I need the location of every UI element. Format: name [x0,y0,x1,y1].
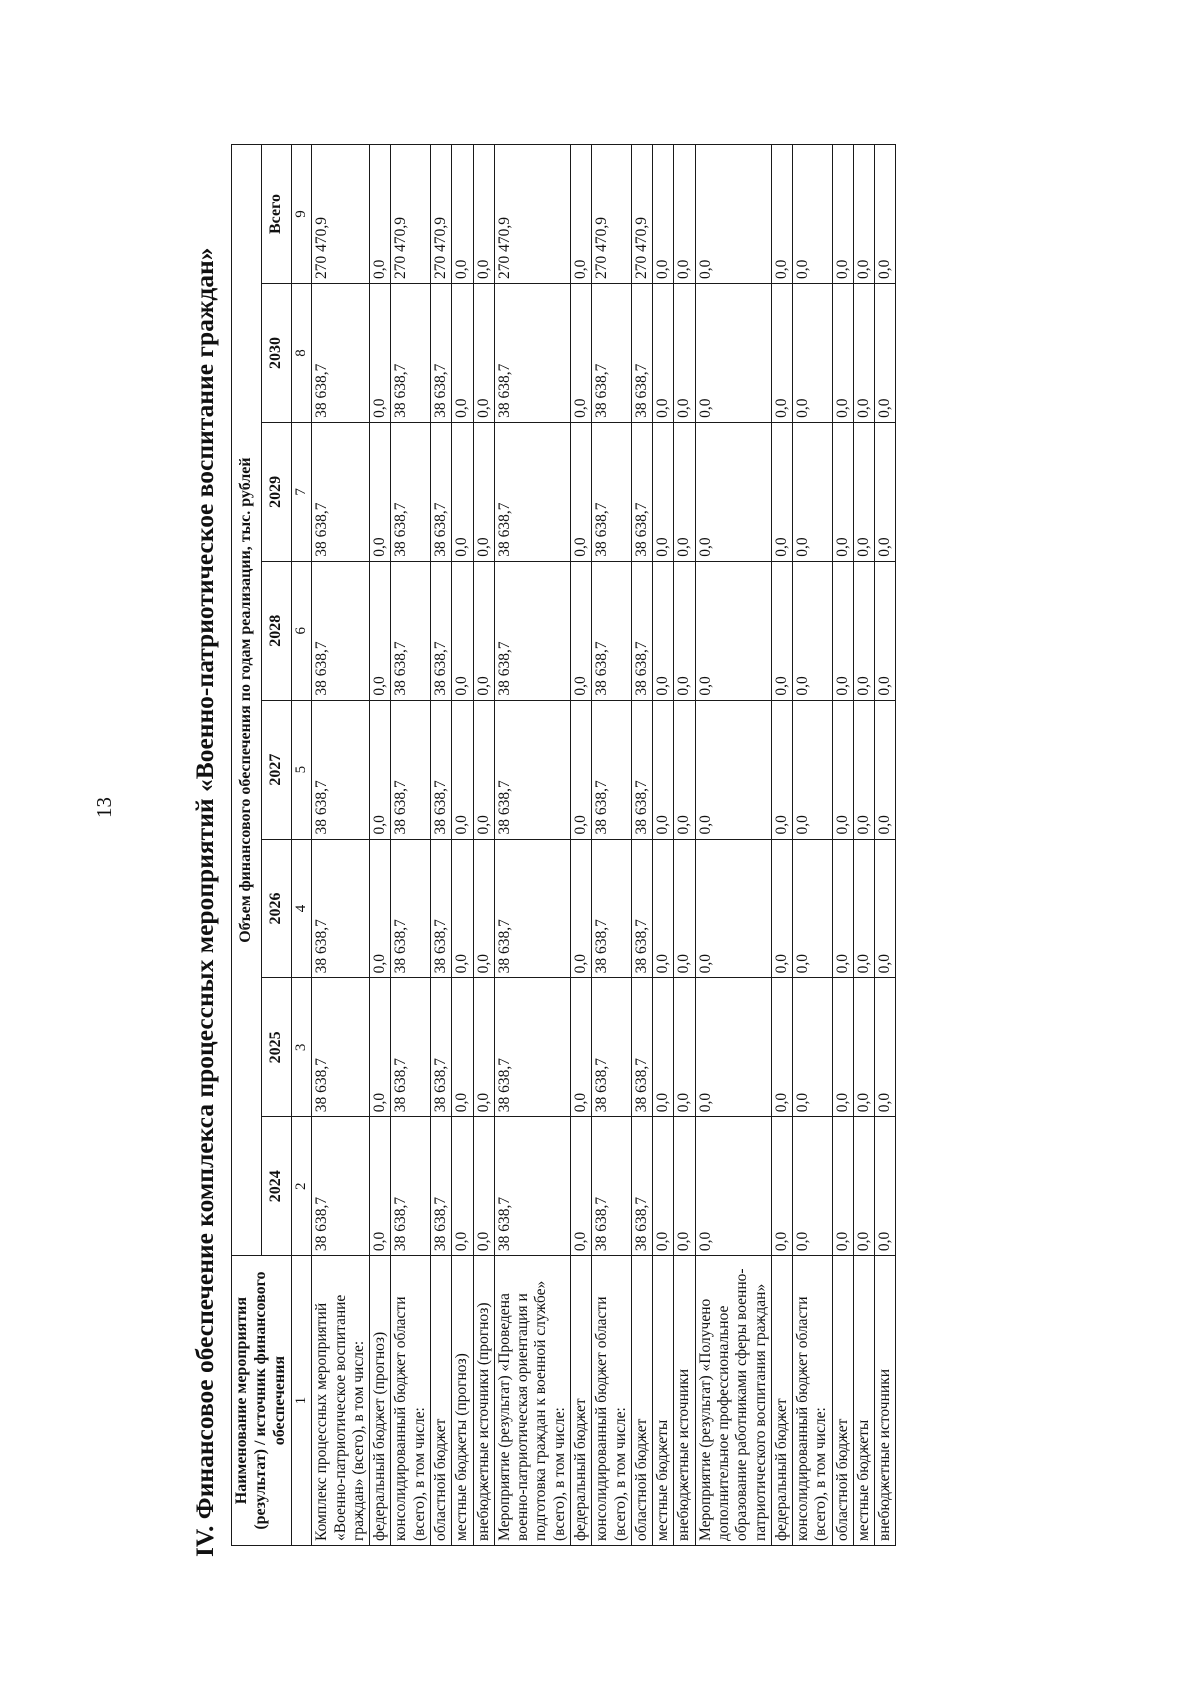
row-value-cell: 0,0 [452,978,473,1117]
row-value-cell: 0,0 [875,839,896,978]
row-value-cell: 0,0 [370,700,391,839]
table-row [832,145,853,1546]
row-value-cell: 38 638,7 [312,839,370,978]
row-name-cell: федеральный бюджет [570,1256,591,1546]
column-index: 1 [291,1256,312,1546]
column-index: 2 [291,1117,312,1256]
row-value-cell: 38 638,7 [431,284,452,423]
row-value-cell: 0,0 [832,978,853,1117]
row-value-cell: 38 638,7 [631,561,652,700]
year-header: 2029 [261,422,291,561]
table-row [312,145,370,1546]
row-value-cell: 0,0 [473,561,494,700]
row-value-cell: 0,0 [793,978,833,1117]
row-value-cell: 38 638,7 [592,1117,632,1256]
row-value-cell: 0,0 [853,561,874,700]
row-name-cell: федеральный бюджет (прогноз) [370,1256,391,1546]
row-value-cell: 38 638,7 [431,561,452,700]
row-value-cell: 0,0 [793,422,833,561]
row-value-cell: 0,0 [853,700,874,839]
row-value-cell: 0,0 [793,700,833,839]
row-value-cell: 0,0 [452,422,473,561]
total-header: Всего [261,145,291,284]
row-total-cell: 0,0 [570,145,591,284]
row-value-cell: 0,0 [674,422,695,561]
table-row [570,145,591,1546]
row-value-cell: 0,0 [370,839,391,978]
year-header: 2025 [261,978,291,1117]
row-name-cell: федеральный бюджет [771,1256,792,1546]
table-row [473,145,494,1546]
row-name-cell: Мероприятие (результат) «Получено дополнительное профессиональное образование работниками сферы военно-патриотического воспитания граждан» [695,1256,771,1546]
row-value-cell: 0,0 [653,839,674,978]
row-value-cell: 38 638,7 [494,839,570,978]
row-name-cell: областной бюджет [631,1256,652,1546]
table-row [674,145,695,1546]
row-value-cell: 0,0 [570,978,591,1117]
row-value-cell: 38 638,7 [494,978,570,1117]
row-name-cell: внебюджетные источники [875,1256,896,1546]
row-name-cell: консолидированный бюджет области (всего), в том числе: [592,1256,632,1546]
row-value-cell: 0,0 [853,284,874,423]
row-total-cell: 0,0 [695,145,771,284]
row-value-cell: 38 638,7 [494,422,570,561]
table-row [695,145,771,1546]
row-value-cell: 0,0 [570,284,591,423]
row-value-cell: 0,0 [793,284,833,423]
row-value-cell: 0,0 [875,284,896,423]
row-value-cell: 0,0 [832,284,853,423]
row-value-cell: 0,0 [771,284,792,423]
row-total-cell: 270 470,9 [494,145,570,284]
row-value-cell: 38 638,7 [312,284,370,423]
table-row [370,145,391,1546]
row-value-cell: 0,0 [370,284,391,423]
row-value-cell: 0,0 [832,1117,853,1256]
row-value-cell: 0,0 [473,1117,494,1256]
financing-table-frame [231,144,1003,1546]
row-value-cell: 0,0 [771,700,792,839]
row-value-cell: 38 638,7 [592,700,632,839]
row-value-cell: 0,0 [473,978,494,1117]
row-total-cell: 0,0 [832,145,853,284]
row-value-cell: 0,0 [875,978,896,1117]
row-value-cell: 38 638,7 [431,1117,452,1256]
row-value-cell: 38 638,7 [431,839,452,978]
row-value-cell: 0,0 [674,978,695,1117]
row-value-cell: 0,0 [853,839,874,978]
row-value-cell: 38 638,7 [631,700,652,839]
row-value-cell: 0,0 [832,700,853,839]
row-value-cell: 0,0 [674,700,695,839]
table-row [494,145,570,1546]
table-row [771,145,792,1546]
row-value-cell: 38 638,7 [391,839,431,978]
table-row [875,145,896,1546]
row-value-cell: 38 638,7 [631,839,652,978]
row-value-cell: 0,0 [853,1117,874,1256]
row-value-cell: 0,0 [473,839,494,978]
row-value-cell: 0,0 [570,422,591,561]
row-value-cell: 38 638,7 [431,978,452,1117]
column-index: 4 [291,839,312,978]
table-row [592,145,632,1546]
row-name-cell: Комплекс процессных мероприятий «Военно-патриотическое воспитание граждан» (всего), в том числе: [312,1256,370,1546]
row-total-cell: 270 470,9 [631,145,652,284]
row-value-cell: 0,0 [653,1117,674,1256]
row-value-cell: 0,0 [832,422,853,561]
year-header: 2026 [261,839,291,978]
year-header: 2030 [261,284,291,423]
row-total-cell: 0,0 [370,145,391,284]
name-column-header: Наименование мероприятия (результат) / источник финансового обеспечения [232,1256,292,1546]
row-value-cell: 0,0 [674,561,695,700]
table-row [653,145,674,1546]
row-value-cell: 0,0 [570,700,591,839]
row-value-cell: 38 638,7 [631,978,652,1117]
row-value-cell: 38 638,7 [312,561,370,700]
row-total-cell: 0,0 [653,145,674,284]
row-value-cell: 0,0 [653,700,674,839]
row-value-cell: 0,0 [452,561,473,700]
row-value-cell: 38 638,7 [431,422,452,561]
row-value-cell: 0,0 [793,1117,833,1256]
row-value-cell: 0,0 [875,1117,896,1256]
row-value-cell: 0,0 [452,284,473,423]
row-value-cell: 0,0 [370,561,391,700]
financing-table [231,144,896,1546]
table-row [631,145,652,1546]
row-value-cell: 38 638,7 [631,284,652,423]
row-name-cell: Мероприятие (результат) «Проведена военно-патриотическая ориентация и подготовка граждан к военной службе» (всего), в том числе: [494,1256,570,1546]
row-value-cell: 0,0 [771,561,792,700]
row-value-cell: 38 638,7 [592,422,632,561]
row-value-cell: 38 638,7 [391,284,431,423]
row-value-cell: 0,0 [771,422,792,561]
row-total-cell: 0,0 [452,145,473,284]
row-value-cell: 0,0 [452,700,473,839]
table-body [312,145,896,1546]
row-value-cell: 38 638,7 [431,700,452,839]
column-index: 6 [291,561,312,700]
row-value-cell: 0,0 [653,978,674,1117]
row-value-cell: 0,0 [793,839,833,978]
row-value-cell: 38 638,7 [592,839,632,978]
row-value-cell: 0,0 [370,422,391,561]
column-index: 7 [291,422,312,561]
row-value-cell: 0,0 [674,839,695,978]
row-value-cell: 38 638,7 [631,1117,652,1256]
row-value-cell: 0,0 [771,1117,792,1256]
row-value-cell: 0,0 [473,422,494,561]
page-title: IV. Финансовое обеспечение комплекса процессных мероприятий «Военно-патриотическое воспитание граждан» [190,247,219,1557]
column-index: 8 [291,284,312,423]
row-value-cell: 0,0 [473,700,494,839]
row-value-cell: 38 638,7 [312,422,370,561]
year-header: 2028 [261,561,291,700]
row-value-cell: 0,0 [570,839,591,978]
row-value-cell: 0,0 [695,700,771,839]
row-value-cell: 0,0 [695,978,771,1117]
row-total-cell: 270 470,9 [592,145,632,284]
row-value-cell: 0,0 [370,1117,391,1256]
row-value-cell: 38 638,7 [494,700,570,839]
column-index: 3 [291,978,312,1117]
column-index: 5 [291,700,312,839]
row-value-cell: 38 638,7 [592,284,632,423]
row-value-cell: 0,0 [832,839,853,978]
year-header: 2024 [261,1117,291,1256]
row-value-cell: 38 638,7 [494,1117,570,1256]
row-value-cell: 0,0 [674,1117,695,1256]
row-value-cell: 38 638,7 [391,700,431,839]
page-number: 13 [92,797,116,818]
row-value-cell: 0,0 [853,422,874,561]
row-value-cell: 38 638,7 [631,422,652,561]
row-value-cell: 0,0 [832,561,853,700]
year-header: 2027 [261,700,291,839]
row-value-cell: 0,0 [653,284,674,423]
row-value-cell: 38 638,7 [312,978,370,1117]
row-value-cell: 0,0 [695,839,771,978]
row-value-cell: 0,0 [771,839,792,978]
row-value-cell: 0,0 [473,284,494,423]
row-total-cell: 0,0 [674,145,695,284]
row-name-cell: консолидированный бюджет области (всего), в том числе: [391,1256,431,1546]
row-value-cell: 0,0 [695,422,771,561]
table-row [452,145,473,1546]
row-value-cell: 38 638,7 [391,978,431,1117]
row-value-cell: 0,0 [875,422,896,561]
row-value-cell: 38 638,7 [592,561,632,700]
volume-column-header: Объем финансового обеспечения по годам реализации, тыс. рублей [232,145,262,1256]
row-total-cell: 270 470,9 [312,145,370,284]
column-index-row [291,145,312,1546]
row-value-cell: 0,0 [695,284,771,423]
table-row [431,145,452,1546]
row-total-cell: 0,0 [875,145,896,284]
row-total-cell: 270 470,9 [431,145,452,284]
row-value-cell: 0,0 [570,561,591,700]
row-total-cell: 0,0 [473,145,494,284]
row-total-cell: 0,0 [853,145,874,284]
row-value-cell: 0,0 [875,700,896,839]
row-name-cell: внебюджетные источники [674,1256,695,1546]
row-value-cell: 0,0 [695,561,771,700]
row-value-cell: 0,0 [570,1117,591,1256]
table-row [391,145,431,1546]
row-value-cell: 0,0 [793,561,833,700]
row-value-cell: 38 638,7 [494,561,570,700]
row-name-cell: областной бюджет [431,1256,452,1546]
row-value-cell: 38 638,7 [391,1117,431,1256]
row-value-cell: 0,0 [771,978,792,1117]
row-name-cell: местные бюджеты (прогноз) [452,1256,473,1546]
row-value-cell: 0,0 [370,978,391,1117]
row-value-cell: 38 638,7 [312,1117,370,1256]
column-index: 9 [291,145,312,284]
row-value-cell: 0,0 [695,1117,771,1256]
row-total-cell: 0,0 [771,145,792,284]
row-total-cell: 0,0 [793,145,833,284]
row-name-cell: местные бюджеты [653,1256,674,1546]
row-value-cell: 38 638,7 [391,561,431,700]
row-value-cell: 0,0 [452,839,473,978]
row-value-cell: 0,0 [853,978,874,1117]
row-total-cell: 270 470,9 [391,145,431,284]
row-value-cell: 38 638,7 [494,284,570,423]
row-value-cell: 0,0 [653,561,674,700]
row-value-cell: 38 638,7 [391,422,431,561]
row-name-cell: местные бюджеты [853,1256,874,1546]
row-value-cell: 0,0 [653,422,674,561]
row-value-cell: 0,0 [875,561,896,700]
table-row [793,145,833,1546]
row-value-cell: 0,0 [452,1117,473,1256]
row-value-cell: 38 638,7 [592,978,632,1117]
row-name-cell: консолидированный бюджет области (всего), в том числе: [793,1256,833,1546]
row-value-cell: 38 638,7 [312,700,370,839]
row-name-cell: областной бюджет [832,1256,853,1546]
table-row [853,145,874,1546]
row-name-cell: внебюджетные источники (прогноз) [473,1256,494,1546]
row-value-cell: 0,0 [674,284,695,423]
